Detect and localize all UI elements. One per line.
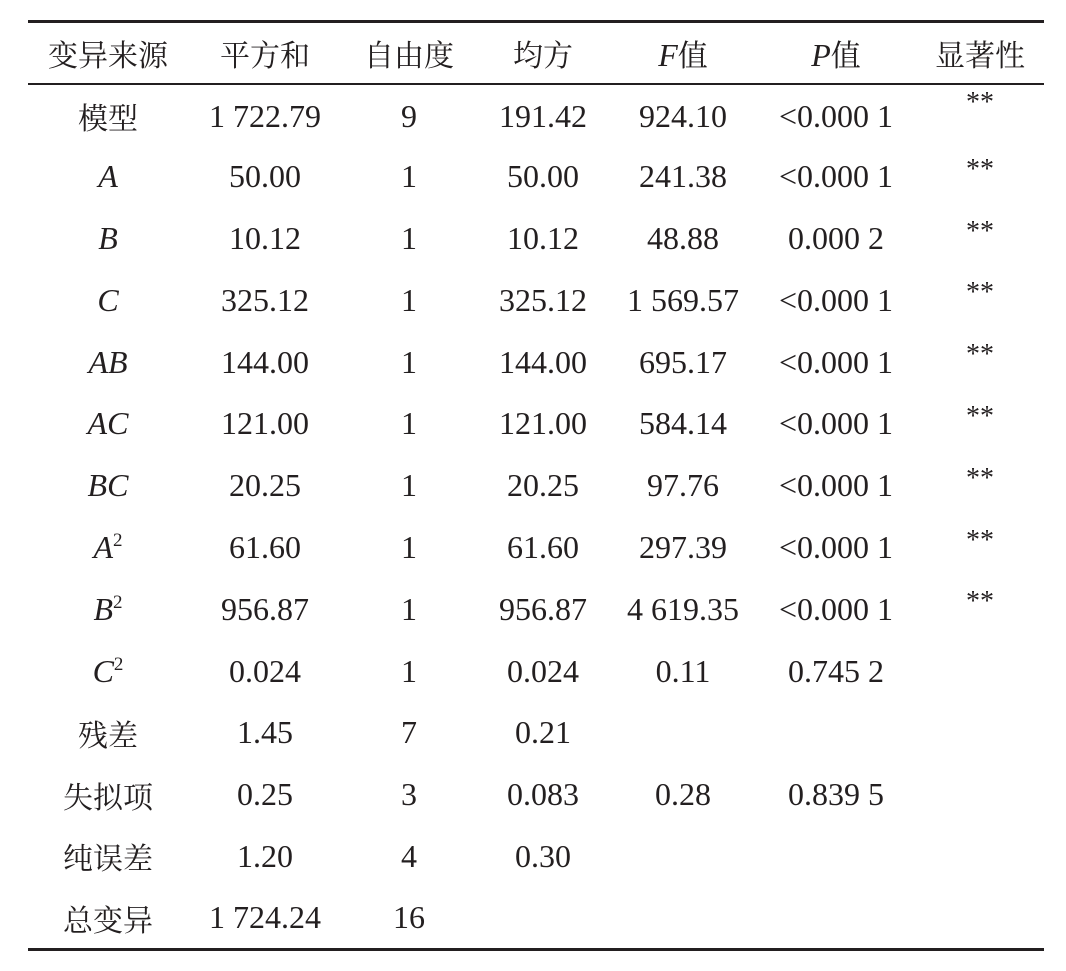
cell-degrees-of-freedom: 1 — [401, 281, 417, 318]
cell-mean-square: 20.25 — [507, 467, 579, 504]
table-body — [28, 84, 1044, 949]
table-row — [28, 578, 1044, 640]
cell-mean-square: 956.87 — [499, 590, 587, 627]
table-header — [28, 22, 1044, 85]
cell-mean-square: 61.60 — [507, 528, 579, 565]
cell-mean-square: 325.12 — [499, 281, 587, 318]
cell-p-value: <0.000 1 — [778, 405, 894, 442]
table-row — [28, 702, 1044, 764]
cell-source — [28, 764, 188, 826]
cell-p-value: <0.000 1 — [778, 343, 894, 380]
table-row — [28, 208, 1044, 270]
header-source: 变异来源 — [48, 39, 168, 74]
cell-f-value: 924.10 — [639, 97, 727, 134]
cell-degrees-of-freedom: 16 — [393, 899, 425, 935]
cell-p-value — [756, 702, 916, 764]
cell-degrees-of-freedom: 7 — [401, 714, 417, 751]
cell-p-value: 0.839 5 — [788, 776, 884, 813]
source-label: 模型 — [78, 102, 138, 138]
cell-f-value: 0.28 — [655, 776, 711, 813]
cell-f-value: 1 569.57 — [627, 281, 739, 318]
cell-significance: ** — [966, 400, 994, 432]
header-p-value — [756, 22, 916, 85]
table-row — [28, 84, 1044, 146]
source-label: A — [98, 158, 118, 195]
cell-mean-square: 144.00 — [499, 343, 587, 380]
cell-significance: ** — [966, 153, 994, 185]
cell-degrees-of-freedom: 1 — [401, 158, 417, 195]
table-row — [28, 455, 1044, 517]
source-exponent: 2 — [113, 653, 124, 675]
cell-sum-of-squares: 50.00 — [229, 158, 301, 195]
header-mean-square: 均方 — [513, 39, 573, 74]
cell-source — [28, 393, 188, 455]
cell-significance — [916, 887, 1044, 949]
cell-p-value: <0.000 1 — [778, 590, 894, 627]
cell-sum-of-squares: 61.60 — [229, 528, 301, 565]
source-label: AB — [88, 343, 128, 380]
source-label: B — [98, 219, 118, 256]
cell-sum-of-squares: 1.20 — [237, 837, 293, 874]
cell-source — [28, 208, 188, 270]
cell-source — [28, 887, 188, 949]
source-label: C — [92, 652, 114, 689]
cell-significance: ** — [966, 339, 994, 371]
cell-p-value: <0.000 1 — [778, 528, 894, 565]
cell-sum-of-squares: 1.45 — [237, 714, 293, 751]
cell-p-value: 0.000 2 — [788, 219, 884, 256]
cell-mean-square: 121.00 — [499, 405, 587, 442]
cell-significance — [916, 702, 1044, 764]
cell-f-value: 48.88 — [647, 219, 719, 256]
cell-p-value — [756, 887, 916, 949]
table-row — [28, 146, 1044, 208]
table-row — [28, 517, 1044, 579]
cell-sum-of-squares: 956.87 — [221, 590, 309, 627]
cell-sum-of-squares: 121.00 — [221, 405, 309, 442]
cell-mean-square: 191.42 — [499, 97, 587, 134]
cell-source — [28, 455, 188, 517]
header-f-symbol: F — [658, 37, 678, 73]
cell-f-value: 297.39 — [639, 528, 727, 565]
cell-mean-square: 50.00 — [507, 158, 579, 195]
table-row — [28, 887, 1044, 949]
header-f-suffix: 值 — [677, 39, 708, 74]
cell-mean-square: 0.21 — [515, 714, 571, 751]
cell-p-value: <0.000 1 — [778, 467, 894, 504]
source-label: BC — [87, 467, 129, 504]
cell-sum-of-squares: 0.25 — [237, 776, 293, 813]
source-label: AC — [87, 405, 129, 442]
source-exponent: 2 — [113, 591, 123, 613]
cell-p-value: 0.745 2 — [788, 652, 884, 689]
cell-degrees-of-freedom: 1 — [401, 219, 417, 256]
source-label: 总变异 — [63, 903, 153, 939]
header-row — [28, 22, 1044, 85]
table-row — [28, 764, 1044, 826]
cell-significance: ** — [966, 462, 994, 494]
cell-source — [28, 640, 188, 702]
cell-degrees-of-freedom: 1 — [401, 528, 417, 565]
cell-f-value — [610, 702, 756, 764]
source-exponent: 2 — [113, 529, 123, 551]
table-row — [28, 826, 1044, 888]
header-significance: 显著性 — [935, 39, 1025, 74]
cell-degrees-of-freedom: 1 — [401, 343, 417, 380]
source-label: 残差 — [78, 718, 138, 754]
cell-degrees-of-freedom: 1 — [401, 405, 417, 442]
cell-significance: ** — [966, 586, 994, 618]
cell-source — [28, 578, 188, 640]
cell-mean-square: 0.30 — [515, 837, 571, 874]
cell-significance — [916, 826, 1044, 888]
header-p-symbol: P — [811, 37, 831, 73]
header-sum-of-squares: 平方和 — [220, 39, 310, 74]
cell-sum-of-squares: 1 724.24 — [209, 899, 321, 935]
cell-p-value: <0.000 1 — [778, 158, 894, 195]
source-label: A — [93, 528, 114, 565]
cell-significance: ** — [966, 524, 994, 556]
cell-significance: ** — [966, 87, 994, 118]
cell-mean-square: 10.12 — [507, 219, 579, 256]
cell-degrees-of-freedom: 9 — [401, 97, 417, 134]
source-label: 纯误差 — [63, 842, 153, 878]
cell-f-value: 97.76 — [647, 467, 719, 504]
cell-p-value — [756, 826, 916, 888]
cell-mean-square: 0.024 — [507, 652, 579, 689]
table-row — [28, 640, 1044, 702]
cell-sum-of-squares: 1 722.79 — [209, 97, 321, 134]
cell-f-value: 695.17 — [639, 343, 727, 380]
cell-source — [28, 84, 188, 146]
cell-f-value — [610, 887, 756, 949]
header-p-suffix: 值 — [830, 39, 861, 74]
cell-mean-square: 0.083 — [507, 776, 579, 813]
source-label: 失拟项 — [63, 780, 153, 816]
cell-sum-of-squares: 10.12 — [229, 219, 301, 256]
table-row — [28, 269, 1044, 331]
source-label: B — [93, 590, 114, 627]
table-row — [28, 393, 1044, 455]
cell-f-value: 241.38 — [639, 158, 727, 195]
cell-sum-of-squares: 20.25 — [229, 467, 301, 504]
header-degrees-of-freedom: 自由度 — [364, 39, 454, 74]
cell-significance: ** — [966, 277, 994, 309]
anova-table-container — [28, 20, 1044, 951]
cell-f-value: 584.14 — [639, 405, 727, 442]
anova-table — [28, 20, 1044, 951]
table-row — [28, 331, 1044, 393]
cell-source — [28, 517, 188, 579]
cell-degrees-of-freedom: 1 — [401, 467, 417, 504]
cell-p-value: <0.000 1 — [778, 97, 894, 134]
source-label: C — [97, 281, 119, 318]
cell-source — [28, 826, 188, 888]
cell-degrees-of-freedom: 1 — [401, 652, 417, 689]
cell-significance: ** — [966, 215, 994, 247]
cell-source — [28, 269, 188, 331]
header-f-value — [610, 22, 756, 85]
cell-sum-of-squares: 325.12 — [221, 281, 309, 318]
cell-f-value: 0.11 — [655, 652, 711, 689]
cell-source — [28, 146, 188, 208]
cell-significance — [916, 764, 1044, 826]
cell-mean-square — [476, 887, 610, 949]
cell-source — [28, 331, 188, 393]
cell-degrees-of-freedom: 1 — [401, 590, 417, 627]
cell-source — [28, 702, 188, 764]
cell-f-value: 4 619.35 — [627, 590, 739, 627]
cell-significance — [916, 640, 1044, 702]
cell-sum-of-squares: 144.00 — [221, 343, 309, 380]
cell-degrees-of-freedom: 4 — [401, 837, 417, 874]
cell-p-value: <0.000 1 — [778, 281, 894, 318]
cell-f-value — [610, 826, 756, 888]
cell-sum-of-squares: 0.024 — [229, 652, 301, 689]
cell-degrees-of-freedom: 3 — [401, 776, 417, 813]
